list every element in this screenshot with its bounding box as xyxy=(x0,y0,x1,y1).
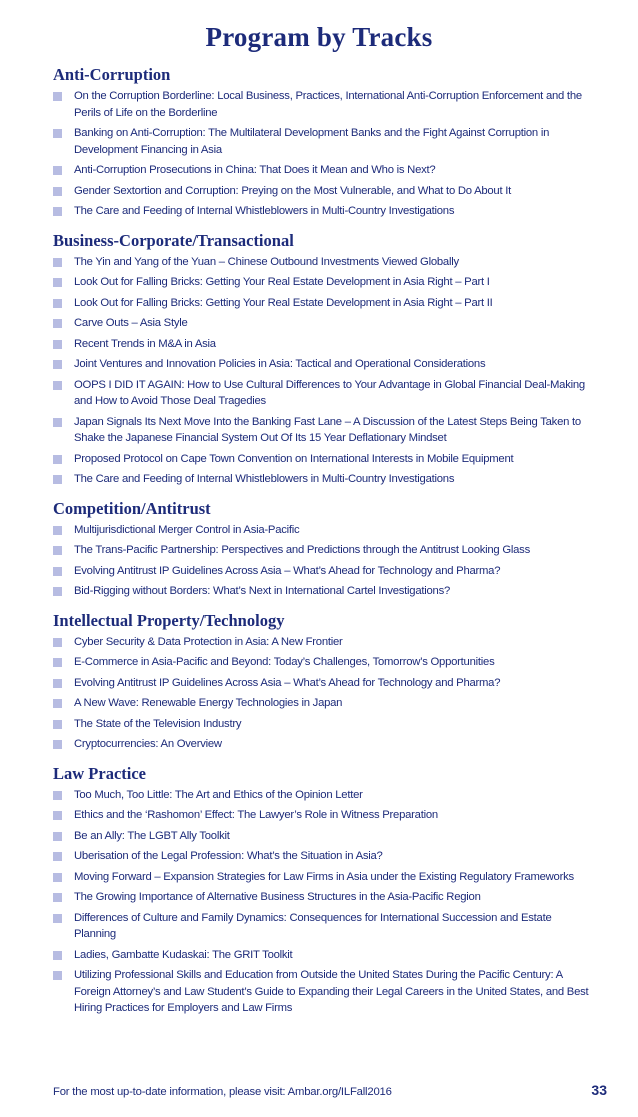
list-item xyxy=(53,787,593,804)
square-bullet-icon xyxy=(53,811,62,820)
square-bullet-icon xyxy=(53,679,62,688)
square-bullet-icon xyxy=(53,951,62,960)
tracks-content xyxy=(53,64,593,1027)
list-item xyxy=(53,471,593,488)
square-bullet-icon xyxy=(53,92,62,101)
session-title: Gender Sextortion and Corruption: Preying on the Most Vulnerable, and What to Do About It xyxy=(74,184,512,197)
square-bullet-icon xyxy=(53,873,62,882)
list-item xyxy=(53,967,593,1017)
session-title: Look Out for Falling Bricks: Getting Your Real Estate Development in Asia Right – Part II xyxy=(74,296,493,309)
square-bullet-icon xyxy=(53,381,62,390)
square-bullet-icon xyxy=(53,587,62,596)
square-bullet-icon xyxy=(53,791,62,800)
track-section-competition-antitrust xyxy=(53,498,593,600)
list-item xyxy=(53,254,593,271)
session-title: Anti-Corruption Prosecutions in China: That Does it Mean and Who is Next? xyxy=(74,164,436,176)
session-title: Be an Ally: The LGBT Ally Toolkit xyxy=(74,829,230,842)
session-title: OOPS I DID IT AGAIN: How to Use Cultural Differences to Your Advantage in Global Financial Deal-Making and How to Avoid Those Deal Tragedies xyxy=(74,378,585,407)
square-bullet-icon xyxy=(53,852,62,861)
session-title: Bid-Rigging without Borders: What’s Next in International Cartel Investigations? xyxy=(74,585,451,597)
square-bullet-icon xyxy=(53,699,62,708)
list-item xyxy=(53,848,593,865)
session-list xyxy=(53,88,593,220)
track-section-intellectual-property xyxy=(53,610,593,753)
square-bullet-icon xyxy=(53,319,62,328)
session-list xyxy=(53,522,593,600)
square-bullet-icon xyxy=(53,914,62,923)
square-bullet-icon xyxy=(53,258,62,267)
square-bullet-icon xyxy=(53,832,62,841)
list-item xyxy=(53,910,593,943)
list-item xyxy=(53,377,593,410)
session-title: The Yin and Yang of the Yuan – Chinese Outbound Investments Viewed Globally xyxy=(74,255,459,268)
square-bullet-icon xyxy=(53,567,62,576)
session-title: Look Out for Falling Bricks: Getting Your Real Estate Development in Asia Right – Part I xyxy=(74,276,490,288)
list-item xyxy=(53,654,593,671)
square-bullet-icon xyxy=(53,129,62,138)
session-title: The State of the Television Industry xyxy=(74,717,242,730)
list-item xyxy=(53,203,593,220)
square-bullet-icon xyxy=(53,299,62,308)
track-section-business-corporate xyxy=(53,230,593,488)
session-title: Joint Ventures and Innovation Policies in Asia: Tactical and Operational Considerations xyxy=(74,358,486,370)
session-title: The Trans-Pacific Partnership: Perspectives and Predictions through the Antitrust Looking Glass xyxy=(74,544,530,556)
square-bullet-icon xyxy=(53,187,62,196)
section-title: Anti-Corruption xyxy=(53,65,171,84)
list-item xyxy=(53,356,593,373)
session-title: The Growing Importance of Alternative Business Structures in the Asia-Pacific Region xyxy=(74,891,481,903)
list-item xyxy=(53,736,593,753)
list-item xyxy=(53,542,593,559)
list-item xyxy=(53,869,593,886)
session-list xyxy=(53,254,593,488)
page-number: 33 xyxy=(591,1082,607,1098)
track-section-law-practice xyxy=(53,763,593,1017)
session-title: A New Wave: Renewable Energy Technologies in Japan xyxy=(74,697,343,709)
session-title: Cryptocurrencies: An Overview xyxy=(74,738,222,750)
list-item xyxy=(53,274,593,291)
list-item xyxy=(53,695,593,712)
list-item xyxy=(53,807,593,824)
square-bullet-icon xyxy=(53,546,62,555)
session-title: Ethics and the ‘Rashomon’ Effect: The Lawyer’s Role in Witness Preparation xyxy=(74,809,438,821)
square-bullet-icon xyxy=(53,526,62,535)
square-bullet-icon xyxy=(53,893,62,902)
section-title: Competition/Antitrust xyxy=(53,498,211,518)
list-item xyxy=(53,675,593,692)
square-bullet-icon xyxy=(53,658,62,667)
list-item xyxy=(53,583,593,600)
session-title: Recent Trends in M&A in Asia xyxy=(74,337,216,350)
square-bullet-icon xyxy=(53,418,62,427)
session-title: The Care and Feeding of Internal Whistleblowers in Multi-Country Investigations xyxy=(74,205,455,217)
session-title: Carve Outs – Asia Style xyxy=(74,317,188,329)
square-bullet-icon xyxy=(53,638,62,647)
square-bullet-icon xyxy=(53,475,62,484)
page-title: Program by Tracks xyxy=(205,22,433,52)
session-title: Banking on Anti-Corruption: The Multilateral Development Banks and the Fight Against Corruption in Development Financing in Asia xyxy=(74,127,550,156)
list-item xyxy=(53,451,593,468)
list-item xyxy=(53,522,593,539)
list-item xyxy=(53,125,593,158)
session-title: The Care and Feeding of Internal Whistleblowers in Multi-Country Investigations xyxy=(74,473,455,485)
section-title: Law Practice xyxy=(53,763,146,783)
section-title: Intellectual Property/Technology xyxy=(53,610,285,630)
session-list xyxy=(53,787,593,1017)
session-list xyxy=(53,634,593,753)
session-title: E-Commerce in Asia-Pacific and Beyond: Today’s Challenges, Tomorrow’s Opportunities xyxy=(74,656,495,668)
session-title: Utilizing Professional Skills and Education from Outside the United States During the Pacific Century: A Foreign Attorney’s and Law Student’s Guide to Expanding their Legal Careers in the United States, and Best Hiring Practices for Employers and Law Firms xyxy=(74,969,589,1014)
session-title: Uberisation of the Legal Profession: What’s the Situation in Asia? xyxy=(74,850,383,862)
square-bullet-icon xyxy=(53,455,62,464)
session-title: Ladies, Gambatte Kudaskai: The GRIT Toolkit xyxy=(74,948,293,961)
square-bullet-icon xyxy=(53,360,62,369)
square-bullet-icon xyxy=(53,740,62,749)
session-title: Cyber Security & Data Protection in Asia: A New Frontier xyxy=(74,635,343,648)
list-item xyxy=(53,828,593,845)
square-bullet-icon xyxy=(53,340,62,349)
session-title: On the Corruption Borderline: Local Business, Practices, International Anti-Corruption Enforcement and the Perils of Life on the Borderline xyxy=(74,90,582,119)
list-item xyxy=(53,716,593,733)
list-item xyxy=(53,414,593,447)
session-title: Proposed Protocol on Cape Town Convention on International Interests in Mobile Equipment xyxy=(74,452,514,465)
list-item xyxy=(53,315,593,332)
list-item xyxy=(53,295,593,312)
list-item xyxy=(53,563,593,580)
track-section-anti-corruption xyxy=(53,64,593,220)
section-title: Business-Corporate/Transactional xyxy=(53,230,294,250)
square-bullet-icon xyxy=(53,720,62,729)
session-title: Evolving Antitrust IP Guidelines Across Asia – What’s Ahead for Technology and Pharma? xyxy=(74,676,501,689)
square-bullet-icon xyxy=(53,971,62,980)
session-title: Too Much, Too Little: The Art and Ethics of the Opinion Letter xyxy=(74,788,363,801)
list-item xyxy=(53,183,593,200)
footer-info-text: For the most up-to-date information, please visit: Ambar.org/ILFall2016 xyxy=(53,1086,392,1098)
list-item xyxy=(53,336,593,353)
square-bullet-icon xyxy=(53,207,62,216)
session-title: Differences of Culture and Family Dynamics: Consequences for International Succession and Estate Planning xyxy=(74,911,552,940)
square-bullet-icon xyxy=(53,278,62,287)
session-title: Japan Signals Its Next Move Into the Banking Fast Lane – A Discussion of the Latest Steps Being Taken to Shake the Japanese Financial System Out Of Its 15 Year Deflationary Mindset xyxy=(74,415,581,444)
list-item xyxy=(53,889,593,906)
session-title: Multijurisdictional Merger Control in Asia-Pacific xyxy=(74,523,300,536)
session-title: Evolving Antitrust IP Guidelines Across Asia – What’s Ahead for Technology and Pharma? xyxy=(74,564,501,577)
session-title: Moving Forward – Expansion Strategies for Law Firms in Asia under the Existing Regulatory Frameworks xyxy=(74,870,574,883)
square-bullet-icon xyxy=(53,166,62,175)
list-item xyxy=(53,162,593,179)
list-item xyxy=(53,947,593,964)
list-item xyxy=(53,88,593,121)
list-item xyxy=(53,634,593,651)
